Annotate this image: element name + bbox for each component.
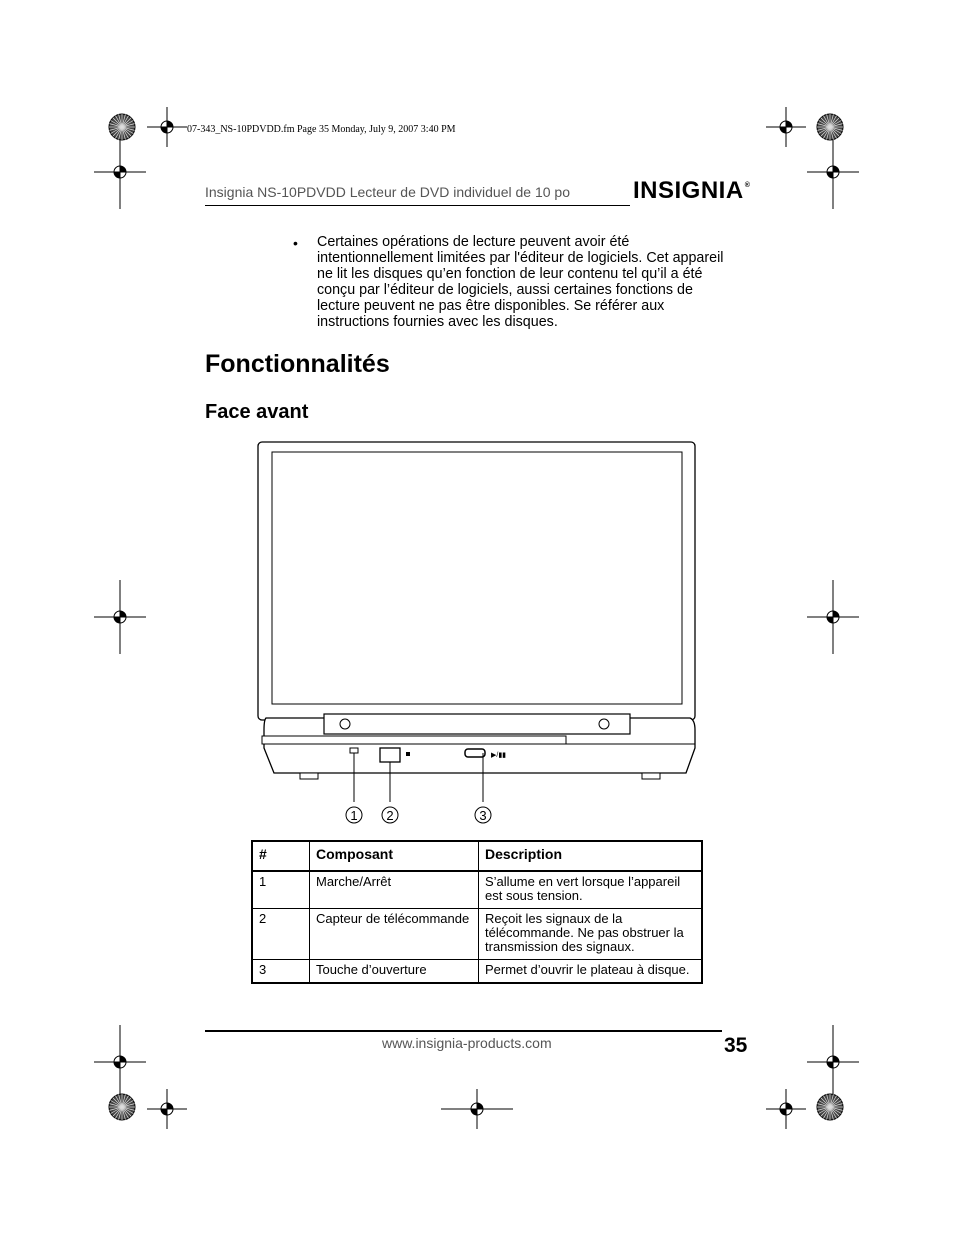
- registration-starburst-icon: [108, 113, 136, 141]
- hinge-screw-right: [599, 719, 609, 729]
- components-table-wrap: [251, 840, 703, 984]
- registered-mark: ®: [744, 182, 751, 189]
- registration-starburst-icon: [108, 1093, 136, 1121]
- registration-crosshair-icon: [766, 1089, 806, 1129]
- running-header: Insignia NS-10PDVDD Lecteur de DVD individuel de 10 po: [205, 184, 570, 200]
- page-number: 35: [724, 1034, 748, 1057]
- components-table: [251, 840, 703, 984]
- col-header-description: Description: [479, 841, 703, 871]
- foot-right: [642, 773, 660, 779]
- registration-crosshair-icon: [807, 1025, 859, 1099]
- table-row: [252, 871, 702, 909]
- hinge-bar: [324, 714, 630, 734]
- cell-component: Marche/Arrêt: [310, 871, 479, 909]
- table-row: [252, 909, 702, 960]
- col-header-number: #: [252, 841, 310, 871]
- hinge-screw-left: [340, 719, 350, 729]
- registration-crosshair-icon: [147, 107, 187, 147]
- section-title: Fonctionnalités: [205, 350, 390, 378]
- registration-crosshair-icon: [94, 1025, 146, 1099]
- footer-rule: [205, 1030, 722, 1032]
- table-header-row: [252, 841, 702, 871]
- registration-crosshair-icon: [441, 1089, 513, 1129]
- callout-1: 1: [350, 808, 358, 823]
- file-slug: 07-343_NS-10PDVDD.fm Page 35 Monday, July 9, 2007 3:40 PM: [187, 124, 456, 135]
- registration-crosshair-icon: [807, 135, 859, 209]
- cell-description: Reçoit les signaux de la télécommande. Ne pas obstruer la transmission des signaux.: [479, 909, 703, 960]
- cell-number: 1: [252, 871, 310, 909]
- remote-sensor: [380, 748, 400, 762]
- cell-component: Capteur de télécommande: [310, 909, 479, 960]
- header-rule: [205, 205, 630, 206]
- callout-3: 3: [479, 808, 487, 823]
- cell-description: S’allume en vert lorsque l’appareil est sous tension.: [479, 871, 703, 909]
- registration-crosshair-icon: [147, 1089, 187, 1129]
- power-led: [350, 748, 358, 753]
- registration-crosshair-icon: [94, 135, 146, 209]
- col-header-component: Composant: [310, 841, 479, 871]
- registration-crosshair-icon: [807, 580, 859, 654]
- table-row: [252, 960, 702, 984]
- subsection-title: Face avant: [205, 401, 309, 423]
- bullet-text: Certaines opérations de lecture peuvent avoir été intentionnellement limitées par l'éditeur de logiciels. Cet appareil ne lit les disques qu’en fonction de leur contenu tel qu’il a été conçu par l’éditeur de logiciels, aussi certaines fonctions de lecture peuvent ne pas être disponibles. Se référer aux instructions fournies avec les disques.: [317, 234, 724, 330]
- cell-number: 2: [252, 909, 310, 960]
- open-button: [465, 749, 485, 757]
- registration-starburst-icon: [816, 1093, 844, 1121]
- callout-2: 2: [386, 808, 394, 823]
- logo-text: INSIGNIA: [633, 177, 744, 204]
- dvd-player-front-diagram: [240, 430, 710, 830]
- insignia-logo: [633, 177, 750, 205]
- footer-url: www.insignia-products.com: [382, 1035, 552, 1051]
- open-button-marking: ▶/▮▮: [491, 752, 507, 759]
- cell-component: Touche d’ouverture: [310, 960, 479, 984]
- registration-crosshair-icon: [94, 580, 146, 654]
- registration-starburst-icon: [816, 113, 844, 141]
- cell-description: Permet d’ouvrir le plateau à disque.: [479, 960, 703, 984]
- registration-crosshair-icon: [766, 107, 806, 147]
- sensor-label-mark: [406, 752, 410, 756]
- screen-display: [272, 452, 682, 704]
- disc-slot: [262, 736, 566, 744]
- cell-number: 3: [252, 960, 310, 984]
- bullet-icon: •: [293, 235, 298, 251]
- foot-left: [300, 773, 318, 779]
